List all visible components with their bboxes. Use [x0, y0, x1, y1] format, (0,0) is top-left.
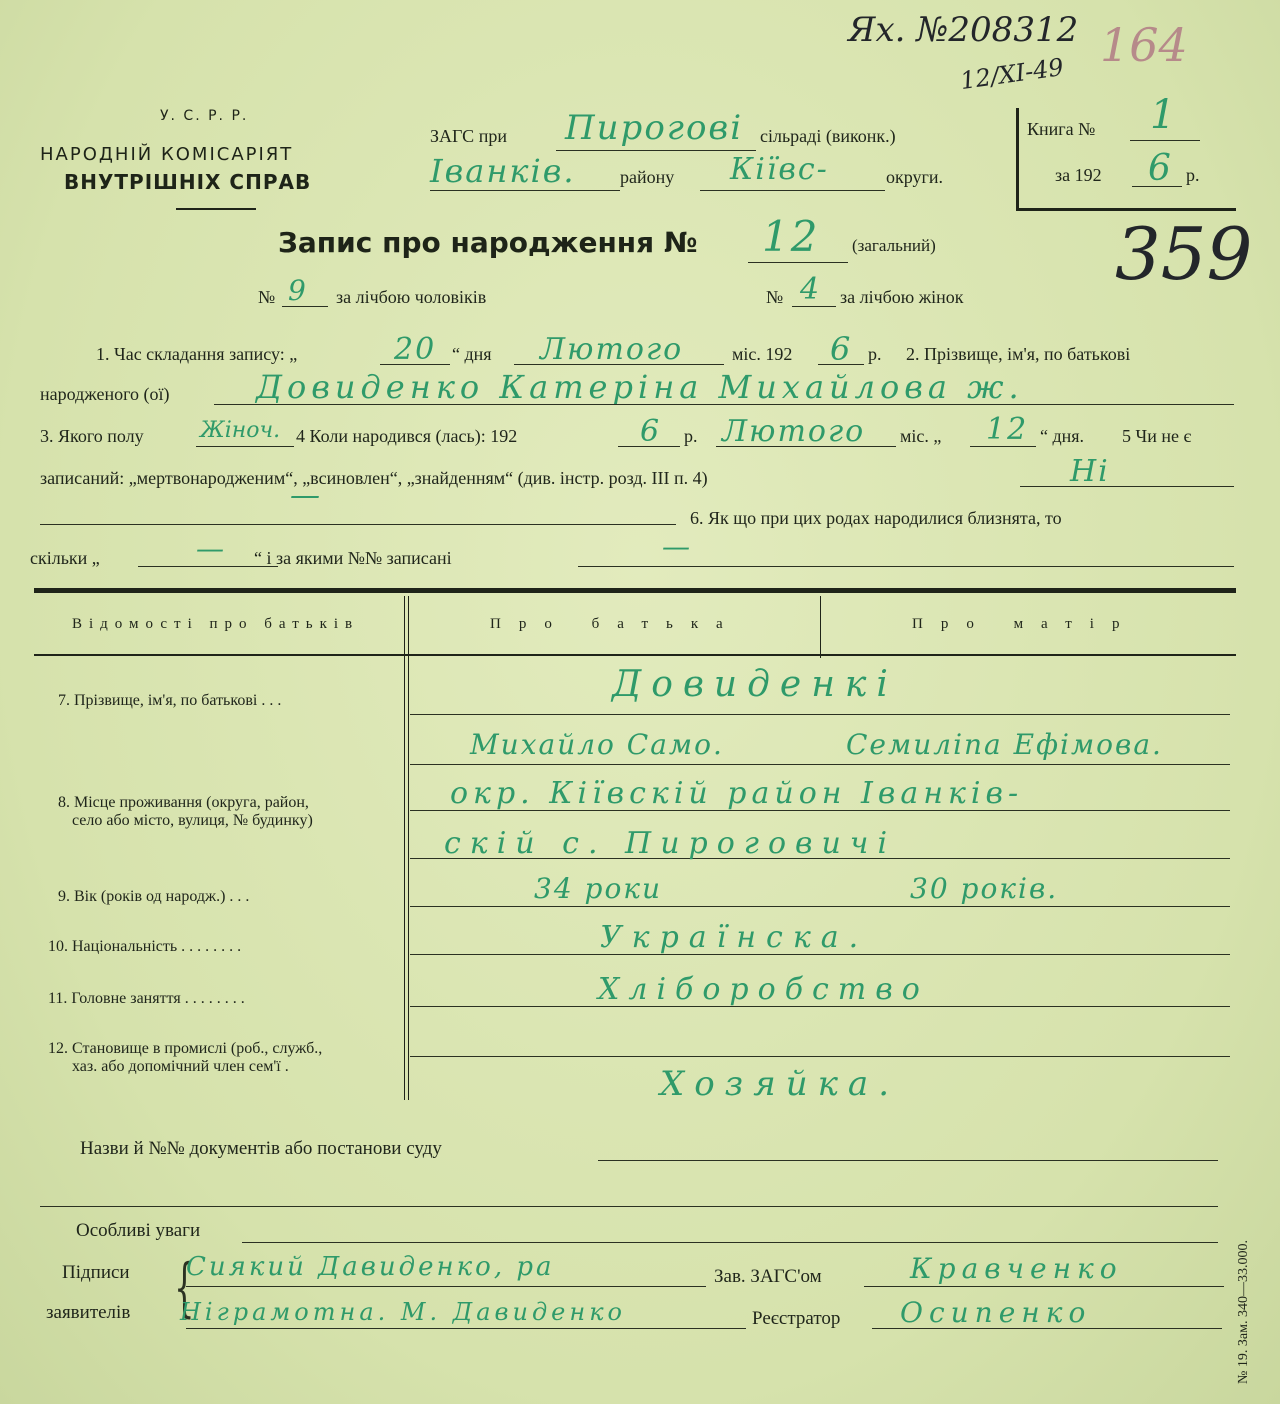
- field4-month-suffix: міс. „: [900, 426, 942, 446]
- zags-village-value: Пирогові: [565, 108, 744, 148]
- table-header-rule: [34, 654, 1236, 656]
- field5-label: 5 Чи не є: [1122, 426, 1192, 446]
- row9-mother-age: 30 років.: [910, 872, 1059, 905]
- applicant-sign-line1: Сиякий Давиденко, ра: [186, 1252, 555, 1282]
- registrar-signature: Осипенко: [900, 1296, 1092, 1329]
- row8-label2: село або місто, вулиця, № будинку): [72, 812, 313, 829]
- field1-year: 6: [830, 330, 853, 368]
- field5-dash: —: [290, 478, 322, 513]
- notes-label: Особливі уваги: [76, 1220, 201, 1241]
- book-number: 1: [1150, 92, 1178, 138]
- table-top-rule: [34, 588, 1236, 593]
- zags-prefix: ЗАГС при: [430, 126, 507, 146]
- row7-mother-name: Семиліпа Ефімова.: [846, 728, 1163, 761]
- field3-value: Жіноч.: [200, 418, 281, 443]
- field3-label: 3. Якого полу: [40, 426, 144, 446]
- row8-label1: 8. Місце проживання (округа, район,: [58, 794, 309, 811]
- registrar-label: Реєстратор: [752, 1308, 841, 1329]
- record-number-large: 359: [1115, 212, 1253, 296]
- row12-label1: 12. Становище в промислі (роб., служб.,: [48, 1040, 323, 1057]
- field2-label: 2. Прізвище, ім'я, по батькові: [906, 344, 1131, 364]
- field5-value: Ні: [1070, 454, 1110, 489]
- table-col-info: Відомості про батьків: [72, 616, 360, 632]
- field1-year-suffix: р.: [868, 344, 882, 364]
- field6-label: 6. Як що при цих родах народилися близнята, то: [690, 508, 1062, 528]
- district-value: Іванків.: [430, 152, 576, 190]
- country-label: У. С. Р. Р.: [160, 108, 249, 124]
- ministry-line2: ВНУТРІШНІХ СПРАВ: [64, 170, 312, 194]
- council-label: сільраді (виконк.): [760, 126, 896, 146]
- table-col-mother: Про матір: [912, 616, 1138, 632]
- row8-residence-line2: скій с. Пироговичі: [444, 826, 897, 861]
- signatures-brace: {: [174, 1251, 195, 1325]
- row8-residence-line1: окр. Кіївскій район Іванків-: [450, 776, 1024, 811]
- field1-day-suffix: “ дня: [452, 344, 492, 364]
- book-year-prefix: за 192: [1055, 165, 1102, 185]
- ministry-line1: НАРОДНІЙ КОМІСАРІЯТ: [40, 144, 294, 165]
- row11-label: 11. Головне заняття . . . . . . . .: [48, 990, 245, 1007]
- book-box-left: [1016, 108, 1019, 210]
- men-number-value: 9: [288, 274, 308, 307]
- field4-label: 4 Коли народився (лась): 192: [296, 426, 518, 446]
- print-run-note: № 19. Зам. 340—33.000.: [1236, 1240, 1251, 1384]
- row10-label: 10. Національність . . . . . . . .: [48, 938, 242, 955]
- district-label: району: [620, 167, 675, 187]
- book-year-suffix: р.: [1186, 165, 1200, 185]
- field4-month: Лютого: [722, 414, 866, 449]
- field4-day: 12: [986, 412, 1029, 447]
- applicant-sign-line2: Ніграмотна. М. Давиденко: [180, 1298, 626, 1326]
- row11-occupation: Хліборобство: [598, 972, 929, 1007]
- table-divider-1b: [408, 596, 409, 1100]
- head-signature: Кравченко: [910, 1252, 1123, 1285]
- field6-text-a: скільки „: [30, 548, 100, 568]
- signatures-label2: заявителів: [46, 1302, 131, 1323]
- field4-day-suffix: “ дня.: [1040, 426, 1085, 446]
- row12-position: Хозяйка.: [660, 1064, 900, 1104]
- table-divider-1: [404, 596, 405, 1100]
- book-label: Книга №: [1027, 119, 1096, 139]
- okrug-label: округи.: [886, 167, 944, 187]
- signatures-label1: Підписи: [62, 1262, 130, 1283]
- field6-value-a: —: [196, 532, 226, 565]
- field5-text: записаний: „мертвонародженим“, „всиновлен“, „знайденням“ (див. інстр. розд. III п. 4): [40, 468, 708, 488]
- women-number-value: 4: [800, 272, 822, 307]
- field1-label: 1. Час складання запису: „: [96, 344, 298, 364]
- women-number-label: за лічбою жінок: [840, 287, 964, 307]
- table-col-father: Про батька: [490, 616, 741, 632]
- field4-year-suffix: р.: [684, 426, 698, 446]
- book-box-bottom: [1016, 208, 1236, 211]
- field1-day: 20: [394, 332, 437, 367]
- women-number-prefix: №: [766, 287, 784, 307]
- field2-value: Довиденко Катеріна Михайлова ж.: [256, 368, 1024, 406]
- field6-value-b: —: [662, 530, 692, 563]
- ministry-divider: [176, 208, 256, 210]
- field1-month-suffix: міс. 192: [732, 344, 793, 364]
- okrug-value: Кіївс-: [730, 152, 829, 187]
- field4-year: 6: [640, 414, 662, 449]
- men-number-label: за лічбою чоловіків: [336, 287, 487, 307]
- head-label: Зав. ЗАГС'ом: [714, 1266, 822, 1287]
- field1-month: Лютого: [540, 332, 684, 367]
- archive-stamp-date: 12/XI-49: [958, 52, 1066, 96]
- record-title: Запис про народження №: [278, 226, 698, 259]
- archive-stamp-number: Ях. №208312: [848, 10, 1079, 50]
- row9-father-age: 34 роки: [534, 872, 663, 905]
- book-year-digit: 6: [1148, 148, 1173, 189]
- row7-label: 7. Прізвище, ім'я, по батькові . . .: [58, 692, 282, 709]
- men-number-prefix: №: [258, 287, 276, 307]
- field6-text-b: “ і за якими №№ записані: [254, 548, 452, 568]
- documents-label: Назви й №№ документів або постанови суду: [80, 1138, 442, 1159]
- sheet-number: 164: [1100, 18, 1188, 72]
- record-number: 12: [762, 212, 820, 261]
- table-divider-2: [820, 596, 821, 658]
- row7-shared-surname: Довиденкі: [612, 664, 898, 705]
- row10-nationality: Українска.: [600, 920, 869, 955]
- row7-father-name: Михайло Само.: [470, 728, 724, 761]
- row12-label2: хаз. або допомічний член сем'ї .: [72, 1058, 289, 1075]
- record-number-suffix: (загальний): [852, 236, 936, 255]
- field2-label2: народженого (ої): [40, 384, 170, 404]
- row9-label: 9. Вік (років од народж.) . . .: [58, 888, 250, 905]
